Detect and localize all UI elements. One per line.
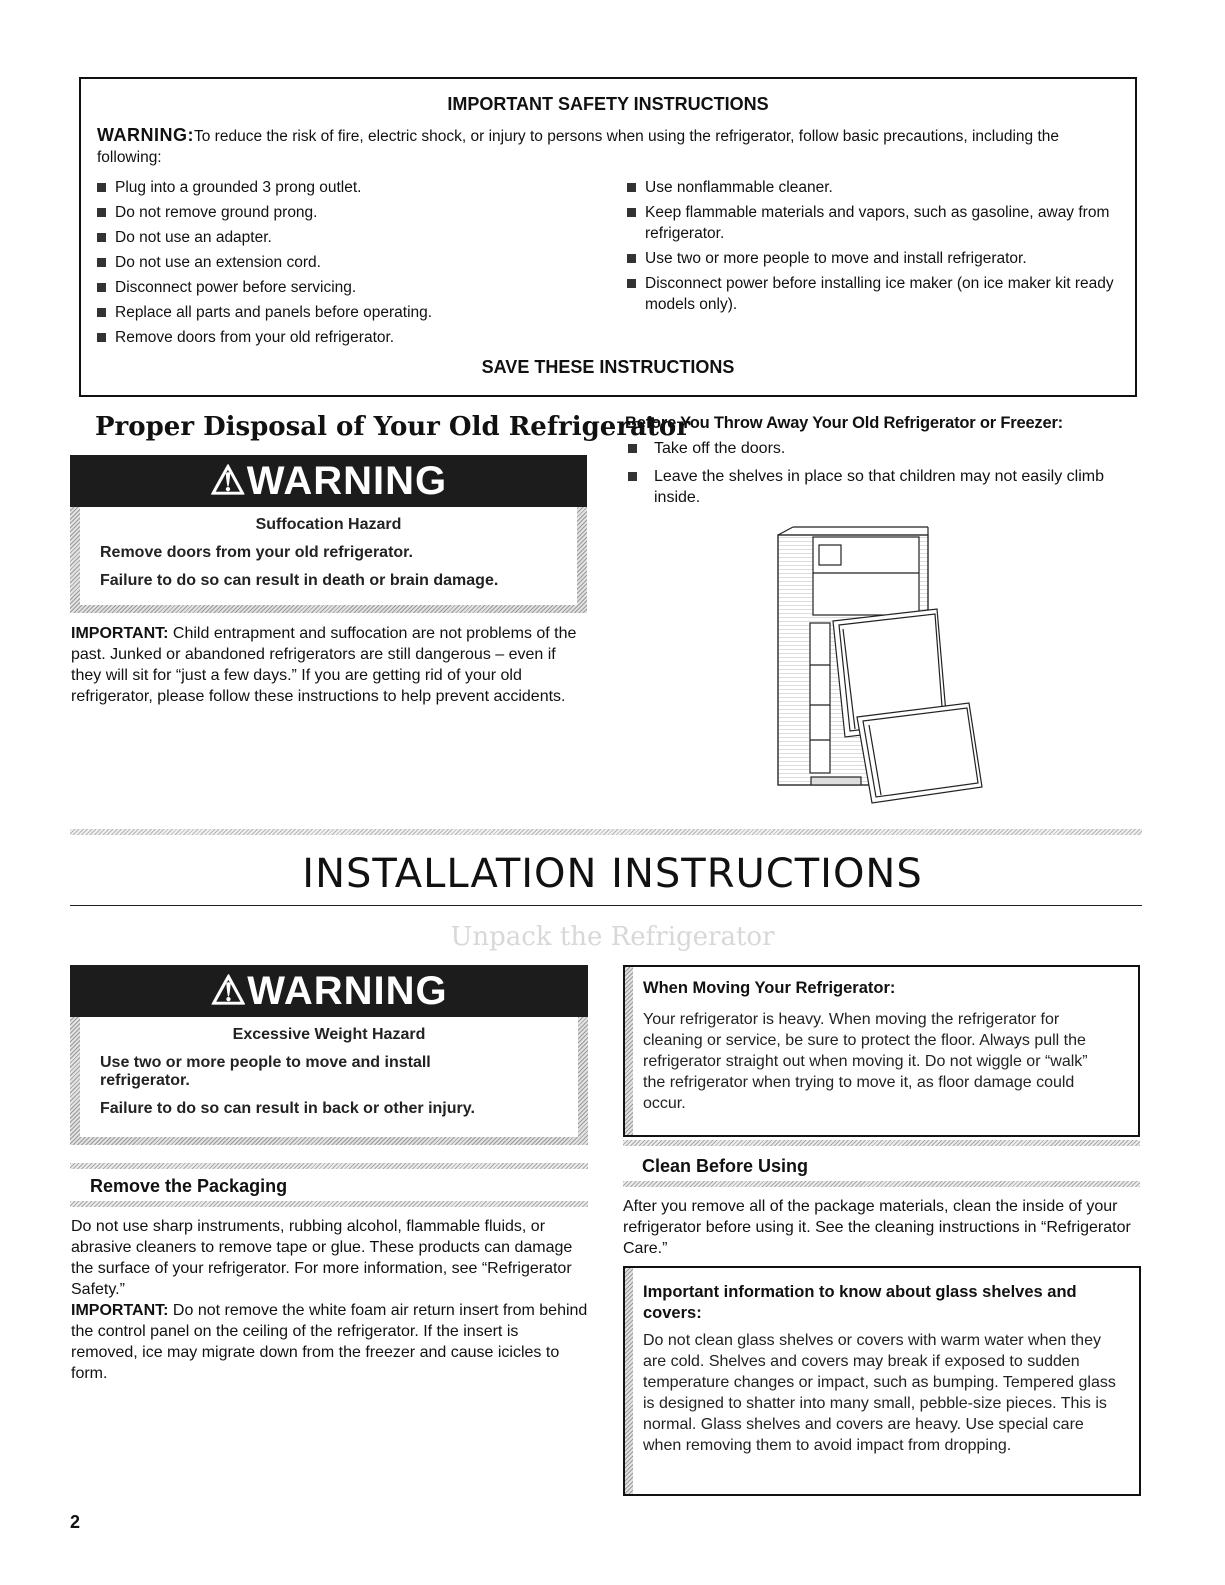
- save-instructions: SAVE THESE INSTRUCTIONS: [481, 357, 735, 377]
- before-heading: Before You Throw Away Your Old Refrigerator or Freezer:: [625, 414, 1063, 432]
- clean-heading: Clean Before Using: [642, 1156, 809, 1176]
- packaging-heading: Remove the Packaging: [90, 1176, 288, 1196]
- important-label: IMPORTANT:: [71, 1302, 169, 1319]
- disposal-heading: Proper Disposal of Your Old Refrigerator: [95, 412, 690, 442]
- glass-text: Do not clean glass shelves or covers with warm water when they are cold. Shelves and covers may break if exposed to sudden temperature changes or impact, such as bumping. Tempered glass is designed to shatter into many small, pebble-size pieces. This is normal. Glass shelves and covers are heavy. Use special care when removing them to avoid impact from dropping.: [643, 1332, 1116, 1454]
- warning-consequence: Failure to do so can result in back or other injury.: [100, 1100, 475, 1117]
- safety-title: IMPORTANT SAFETY INSTRUCTIONS: [447, 94, 769, 114]
- warning-header: ⚠WARNING: [70, 965, 588, 1017]
- list-item: Disconnect power before servicing.: [93, 277, 593, 298]
- list-item: Plug into a grounded 3 prong outlet.: [93, 177, 593, 198]
- important-text: Child entrapment and suffocation are not problems of the past. Junked or abandoned refrigerators are still dangerous – even if they will sit for “just a few days.” If you are getting rid of your old refrigerator, please follow these instructions to help prevent accidents.: [71, 625, 577, 705]
- hazard-name: Excessive Weight Hazard: [232, 1026, 426, 1043]
- clean-text: After you remove all of the package materials, clean the inside of your refrigerator before using it. See the cleaning instructions in “Refrigerator Care.”: [623, 1198, 1131, 1257]
- decorative-rule: [70, 1201, 588, 1207]
- warning-consequence: Failure to do so can result in death or brain damage.: [100, 572, 499, 589]
- decorative-rule: [70, 1163, 588, 1169]
- decorative-rule: [623, 1140, 1140, 1146]
- safety-instructions-box: [79, 77, 1137, 397]
- list-item: Use nonflammable cleaner.: [623, 177, 1123, 198]
- installation-subtitle: Unpack the Refrigerator: [450, 922, 775, 952]
- important-label: IMPORTANT:: [71, 625, 169, 642]
- glass-heading: Important information to know about glass shelves and covers:: [643, 1283, 1077, 1322]
- packaging-text: Do not use sharp instruments, rubbing alcohol, flammable fluids, or abrasive cleaners to remove tape or glue. These products can damage the surface of your refrigerator. For more information, see “Refrigerator Safety.”: [71, 1218, 573, 1298]
- refrigerator-doors-removed-illustration: [775, 525, 995, 815]
- warning-header: ⚠WARNING: [70, 455, 587, 507]
- list-item: Do not remove ground prong.: [93, 202, 593, 223]
- packaging-important: [71, 1300, 589, 1384]
- list-item: Take off the doors.: [624, 438, 1124, 459]
- box-accent: [625, 967, 633, 1135]
- box-accent: [625, 1268, 633, 1494]
- safety-list-right: [623, 177, 1123, 319]
- hazard-name: Suffocation Hazard: [255, 516, 402, 533]
- safety-warning: [97, 125, 1127, 168]
- warning-instruction: Use two or more people to move and install refrigerator.: [100, 1054, 431, 1089]
- list-item: Keep flammable materials and vapors, such as gasoline, away from refrigerator.: [623, 202, 1123, 244]
- moving-box: [623, 965, 1140, 1137]
- before-list: [624, 438, 1124, 512]
- warning-body: [80, 1017, 578, 1137]
- warning-instruction: Remove doors from your old refrigerator.: [100, 544, 413, 561]
- warning-label: WARNING:: [97, 125, 194, 145]
- installation-title: INSTALLATION INSTRUCTIONS: [302, 851, 923, 897]
- moving-text: Your refrigerator is heavy. When moving the refrigerator for cleaning or service, be sure to protect the floor. Always pull the refrigerator straight out when moving it. Do not wiggle or “walk” the refrigerator when trying to move it, as floor damage could occur.: [643, 1011, 1088, 1112]
- weight-warning-panel: [70, 965, 588, 1145]
- warning-text: To reduce the risk of fire, electric shock, or injury to persons when using the refrigerator, follow basic precautions, including the following:: [97, 128, 1059, 166]
- suffocation-warning-panel: [70, 455, 587, 613]
- decorative-rule: [623, 1181, 1140, 1187]
- important-text: Do not remove the white foam air return insert from behind the control panel on the ceiling of the refrigerator. If the insert is removed, ice may migrate down from the freezer and cause icicles to form.: [71, 1302, 588, 1382]
- list-item: Remove doors from your old refrigerator.: [93, 327, 593, 348]
- moving-heading: When Moving Your Refrigerator:: [643, 979, 896, 997]
- warning-body: [80, 507, 577, 605]
- decorative-rule: [70, 829, 1142, 835]
- safety-list-left: [93, 177, 593, 352]
- list-item: Use two or more people to move and install refrigerator.: [623, 248, 1123, 269]
- title-underline: [70, 905, 1142, 906]
- page-number: 2: [70, 1512, 81, 1532]
- glass-shelves-box: [623, 1266, 1141, 1496]
- disposal-important: [71, 623, 589, 707]
- list-item: Replace all parts and panels before operating.: [93, 302, 593, 323]
- list-item: Do not use an adapter.: [93, 227, 593, 248]
- list-item: Do not use an extension cord.: [93, 252, 593, 273]
- list-item: Disconnect power before installing ice maker (on ice maker kit ready models only).: [623, 273, 1123, 315]
- list-item: Leave the shelves in place so that children may not easily climb inside.: [624, 466, 1124, 508]
